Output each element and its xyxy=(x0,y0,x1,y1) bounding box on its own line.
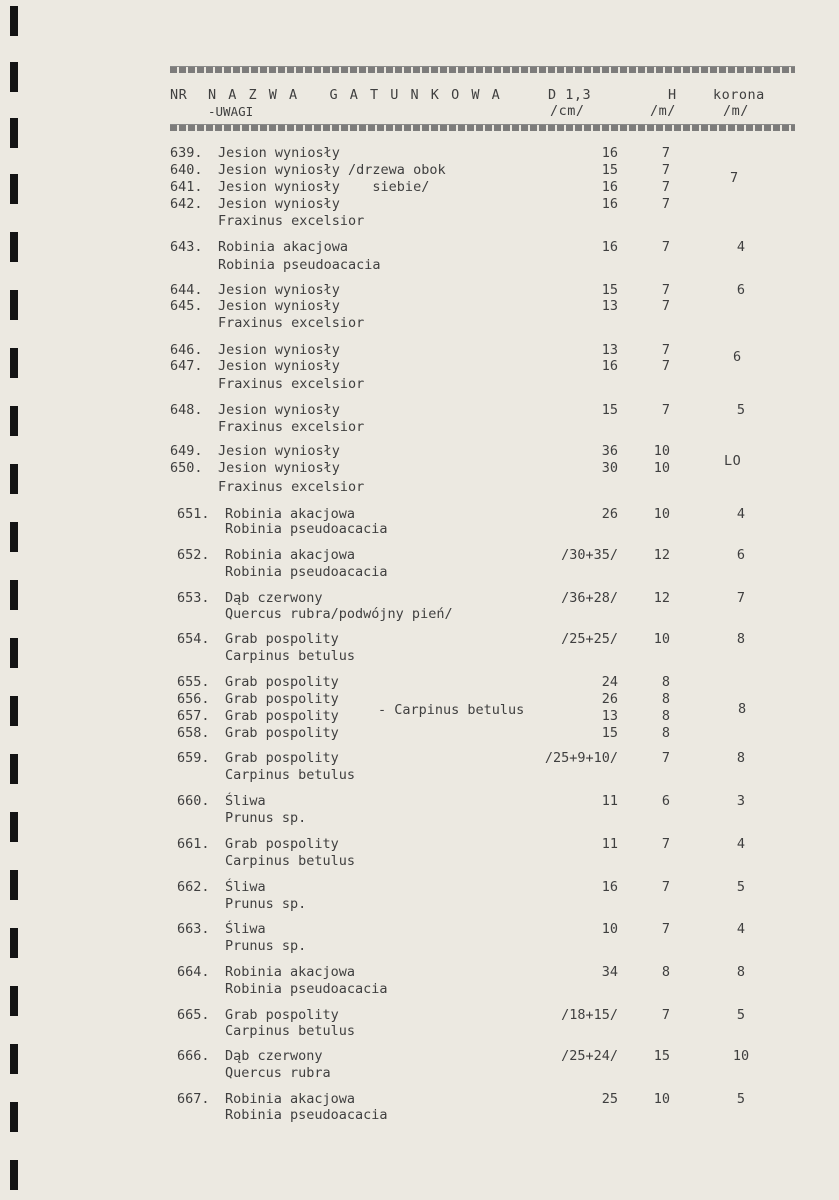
crown-value: 5 xyxy=(736,402,746,418)
header-height: H xyxy=(668,87,677,103)
crown-value: 4 xyxy=(736,836,746,852)
tree-number: 661. xyxy=(177,836,210,852)
binding-holes xyxy=(0,0,30,1200)
crown-value: 5 xyxy=(736,1091,746,1107)
diameter-value: 36 xyxy=(601,443,618,459)
punch-hole xyxy=(10,464,18,494)
species-name: Robinia akacjowa xyxy=(225,1091,356,1107)
height-value: 8 xyxy=(661,964,670,980)
header-diameter: D 1,3 xyxy=(548,87,592,103)
diameter-value: 25 xyxy=(601,1091,618,1107)
height-value: 8 xyxy=(661,674,670,690)
diameter-value: 16 xyxy=(601,145,618,161)
header-bottom-rule xyxy=(170,124,795,131)
tree-number: 650. xyxy=(170,460,203,476)
species-name: Dąb czerwony xyxy=(225,590,323,606)
diameter-value: 15 xyxy=(601,162,618,178)
tree-number: 662. xyxy=(177,879,210,895)
species-name: Robinia pseudoacacia xyxy=(225,521,388,537)
height-value: 7 xyxy=(661,1007,670,1023)
diameter-value: 26 xyxy=(601,506,618,522)
species-name: Carpinus betulus xyxy=(225,1023,356,1039)
species-name: Prunus sp. xyxy=(225,896,307,912)
diameter-value: 26 xyxy=(601,691,618,707)
diameter-value: 16 xyxy=(601,179,618,195)
species-name: Jesion wyniosły /drzewa obok xyxy=(218,162,446,178)
species-name: Fraxinus excelsior xyxy=(218,376,365,392)
header-nr: NR xyxy=(170,87,188,103)
diameter-value: /25+25/ xyxy=(561,631,618,647)
species-name: Carpinus betulus xyxy=(225,648,356,664)
tree-number: 648. xyxy=(170,402,203,418)
header-species-name: N A Z W A G A T U N K O W A xyxy=(208,87,502,103)
punch-hole xyxy=(10,696,18,726)
punch-hole xyxy=(10,1102,18,1132)
diameter-value: 16 xyxy=(601,196,618,212)
tree-number: 651. xyxy=(177,506,210,522)
tree-number: 660. xyxy=(177,793,210,809)
species-name: Grab pospolity xyxy=(225,725,339,741)
tree-number: 653. xyxy=(177,590,210,606)
header-top-rule xyxy=(170,66,795,73)
species-name: Grab pospolity xyxy=(225,674,339,690)
height-value: 7 xyxy=(661,342,670,358)
tree-number: 641. xyxy=(170,179,203,195)
diameter-value: 13 xyxy=(601,342,618,358)
height-value: 10 xyxy=(653,460,670,476)
tree-number: 652. xyxy=(177,547,210,563)
diameter-value: 34 xyxy=(601,964,618,980)
group-note: - Carpinus betulus xyxy=(378,702,525,718)
crown-value: 6 xyxy=(736,547,746,563)
height-value: 8 xyxy=(661,708,670,724)
diameter-value: /25+24/ xyxy=(561,1048,618,1064)
species-name: Robinia akacjowa xyxy=(225,964,356,980)
diameter-value: 24 xyxy=(601,674,618,690)
header-height-unit: /m/ xyxy=(650,103,676,119)
height-value: 8 xyxy=(661,691,670,707)
tree-number: 656. xyxy=(177,691,210,707)
height-value: 7 xyxy=(661,179,670,195)
diameter-value: 16 xyxy=(601,358,618,374)
height-value: 15 xyxy=(653,1048,670,1064)
height-value: 12 xyxy=(653,590,670,606)
punch-hole xyxy=(10,754,18,784)
diameter-value: 16 xyxy=(601,879,618,895)
species-name: Carpinus betulus xyxy=(225,853,356,869)
punch-hole xyxy=(10,174,18,204)
species-name: Jesion wyniosły xyxy=(218,145,340,161)
species-name: Robinia pseudoacacia xyxy=(218,257,381,273)
punch-hole xyxy=(10,1160,18,1190)
tree-number: 640. xyxy=(170,162,203,178)
species-name: Dąb czerwony xyxy=(225,1048,323,1064)
tree-number: 655. xyxy=(177,674,210,690)
species-name: Jesion wyniosły xyxy=(218,196,340,212)
height-value: 12 xyxy=(653,547,670,563)
punch-hole xyxy=(10,986,18,1016)
crown-value: 4 xyxy=(736,506,746,522)
diameter-value: 16 xyxy=(601,239,618,255)
species-name: Robinia pseudoacacia xyxy=(225,1107,388,1123)
punch-hole xyxy=(10,406,18,436)
height-value: 10 xyxy=(653,1091,670,1107)
tree-number: 647. xyxy=(170,358,203,374)
tree-number: 642. xyxy=(170,196,203,212)
species-name: Fraxinus excelsior xyxy=(218,213,365,229)
diameter-value: 30 xyxy=(601,460,618,476)
crown-value: 4 xyxy=(736,921,746,937)
punch-hole xyxy=(10,118,18,148)
header-diameter-unit: /cm/ xyxy=(550,103,585,119)
species-name: Fraxinus excelsior xyxy=(218,419,365,435)
tree-number: 667. xyxy=(177,1091,210,1107)
punch-hole xyxy=(10,232,18,262)
height-value: 7 xyxy=(661,750,670,766)
height-value: 10 xyxy=(653,506,670,522)
height-value: 7 xyxy=(661,402,670,418)
species-name: Fraxinus excelsior xyxy=(218,479,365,495)
species-name: Robinia akacjowa xyxy=(225,506,356,522)
height-value: 8 xyxy=(661,725,670,741)
tree-number: 665. xyxy=(177,1007,210,1023)
species-name: Quercus rubra xyxy=(225,1065,331,1081)
diameter-value: /25+9+10/ xyxy=(544,750,618,766)
species-name: Quercus rubra/podwójny pień/ xyxy=(225,606,453,622)
species-name: Grab pospolity xyxy=(225,631,339,647)
height-value: 10 xyxy=(653,443,670,459)
species-name: Śliwa xyxy=(225,921,266,937)
diameter-value: /30+35/ xyxy=(561,547,618,563)
tree-number: 645. xyxy=(170,298,203,314)
tree-number: 649. xyxy=(170,443,203,459)
species-name: Śliwa xyxy=(225,879,266,895)
species-name: Grab pospolity xyxy=(225,750,339,766)
height-value: 6 xyxy=(661,793,670,809)
header-crown-unit: /m/ xyxy=(723,103,749,119)
crown-value: 5 xyxy=(736,879,746,895)
height-value: 7 xyxy=(661,282,670,298)
header-crown: korona xyxy=(713,87,765,103)
height-value: 7 xyxy=(661,196,670,212)
height-value: 7 xyxy=(661,921,670,937)
species-name: Grab pospolity xyxy=(225,1007,339,1023)
diameter-value: 10 xyxy=(601,921,618,937)
species-name: Jesion wyniosły xyxy=(218,298,340,314)
tree-number: 659. xyxy=(177,750,210,766)
punch-hole xyxy=(10,348,18,378)
species-name: Jesion wyniosły siebie/ xyxy=(218,179,430,195)
species-name: Robinia akacjowa xyxy=(225,547,356,563)
species-name: Robinia pseudoacacia xyxy=(225,981,388,997)
diameter-value: 13 xyxy=(601,708,618,724)
group-crown-value: 7 xyxy=(730,170,739,186)
species-name: Prunus sp. xyxy=(225,810,307,826)
crown-value: 10 xyxy=(732,1048,750,1064)
tree-number: 663. xyxy=(177,921,210,937)
crown-value: 3 xyxy=(736,793,746,809)
diameter-value: 13 xyxy=(601,298,618,314)
height-value: 7 xyxy=(661,836,670,852)
diameter-value: /36+28/ xyxy=(561,590,618,606)
tree-number: 644. xyxy=(170,282,203,298)
species-name: Jesion wyniosły xyxy=(218,402,340,418)
diameter-value: 11 xyxy=(601,793,618,809)
tree-number: 646. xyxy=(170,342,203,358)
species-name: Jesion wyniosły xyxy=(218,342,340,358)
punch-hole xyxy=(10,638,18,668)
tree-number: 664. xyxy=(177,964,210,980)
species-name: Jesion wyniosły xyxy=(218,358,340,374)
punch-hole xyxy=(10,1044,18,1074)
species-name: Jesion wyniosły xyxy=(218,443,340,459)
crown-value: 6 xyxy=(736,282,746,298)
punch-hole xyxy=(10,62,18,92)
crown-value: 8 xyxy=(736,631,746,647)
height-value: 7 xyxy=(661,145,670,161)
species-name: Grab pospolity xyxy=(225,708,339,724)
tree-number: 643. xyxy=(170,239,203,255)
height-value: 7 xyxy=(661,298,670,314)
species-name: Grab pospolity xyxy=(225,691,339,707)
species-name: Fraxinus excelsior xyxy=(218,315,365,331)
punch-hole xyxy=(10,580,18,610)
tree-number: 639. xyxy=(170,145,203,161)
crown-value: 8 xyxy=(736,750,746,766)
group-crown-value: 6 xyxy=(733,349,742,365)
tree-number: 658. xyxy=(177,725,210,741)
punch-hole xyxy=(10,290,18,320)
height-value: 7 xyxy=(661,239,670,255)
crown-value: 8 xyxy=(736,964,746,980)
height-value: 7 xyxy=(661,879,670,895)
punch-hole xyxy=(10,870,18,900)
crown-value: 4 xyxy=(736,239,746,255)
header-remarks: -UWAGI xyxy=(208,104,254,119)
diameter-value: 15 xyxy=(601,282,618,298)
punch-hole xyxy=(10,6,18,36)
punch-hole xyxy=(10,928,18,958)
height-value: 7 xyxy=(661,358,670,374)
punch-hole xyxy=(10,522,18,552)
height-value: 7 xyxy=(661,162,670,178)
tree-number: 657. xyxy=(177,708,210,724)
tree-number: 666. xyxy=(177,1048,210,1064)
group-crown-value: LO xyxy=(724,453,742,469)
punch-hole xyxy=(10,812,18,842)
species-name: Grab pospolity xyxy=(225,836,339,852)
diameter-value: 15 xyxy=(601,725,618,741)
diameter-value: /18+15/ xyxy=(561,1007,618,1023)
height-value: 10 xyxy=(653,631,670,647)
species-name: Robinia pseudoacacia xyxy=(225,564,388,580)
crown-value: 5 xyxy=(736,1007,746,1023)
species-name: Robinia akacjowa xyxy=(218,239,349,255)
species-name: Carpinus betulus xyxy=(225,767,356,783)
diameter-value: 15 xyxy=(601,402,618,418)
species-name: Jesion wyniosły xyxy=(218,460,340,476)
diameter-value: 11 xyxy=(601,836,618,852)
species-name: Jesion wyniosły xyxy=(218,282,340,298)
species-name: Prunus sp. xyxy=(225,938,307,954)
tree-number: 654. xyxy=(177,631,210,647)
species-name: Śliwa xyxy=(225,793,266,809)
group-crown-value: 8 xyxy=(738,701,747,717)
crown-value: 7 xyxy=(736,590,746,606)
